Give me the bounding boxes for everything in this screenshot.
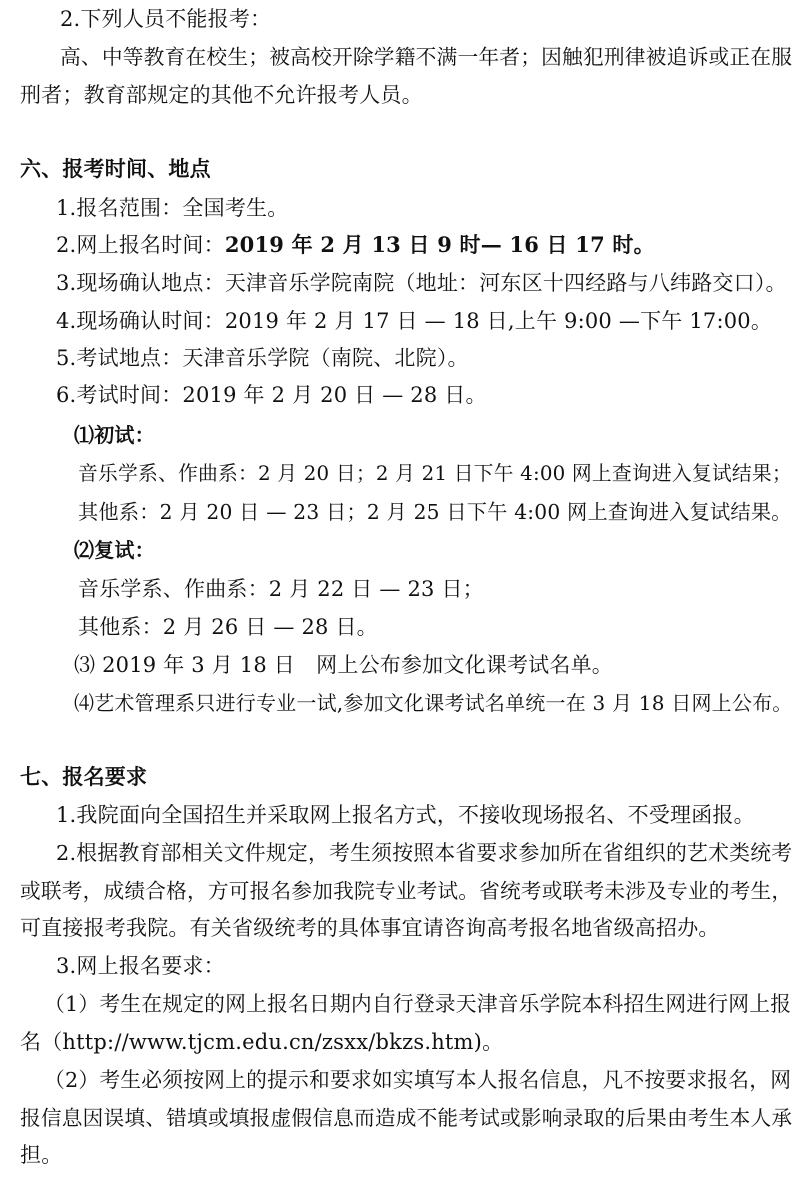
section-6-item-1: 1.报名范围：全国考生。 xyxy=(56,196,289,220)
eligibility-paragraph-line-1: 高、中等教育在校生；被高校开除学籍不满一年者；因触犯刑律被追诉或正在服 xyxy=(60,45,793,69)
art-management-note: ⑷艺术管理系只进行专业一试,参加文化课考试名单统一在 3 月 18 日网上公布。 xyxy=(74,691,793,715)
second-exam-title: ⑵复试： xyxy=(74,538,155,562)
section-6-item-4: 4.现场确认时间：2019 年 2 月 17 日 — 18 日,上午 9:00 —下午 17:00。 xyxy=(56,309,773,333)
section-6-item-2 xyxy=(56,230,655,260)
section-7-item-2-line-2: 或联考，成绩合格，方可报名参加我院专业考试。省统考或联考未涉及专业的考生， xyxy=(20,879,793,903)
section-6-item-2-label: 2.网上报名时间： xyxy=(56,233,225,257)
second-exam-line-2: 其他系：2 月 26 日 — 28 日。 xyxy=(78,615,378,639)
section-7-heading: 七、报名要求 xyxy=(20,765,148,789)
online-requirement-1-line-2: 名（http://www.tjcm.edu.cn/zsxx/bkzs.htm)。 xyxy=(20,1030,504,1054)
culture-exam-list-note: ⑶ 2019 年 3 月 18 日 网上公布参加文化课考试名单。 xyxy=(74,653,613,677)
section-7-item-3: 3.网上报名要求： xyxy=(56,954,225,978)
online-requirement-2-line-3: 担。 xyxy=(20,1143,63,1167)
section-6-heading: 六、报考时间、地点 xyxy=(20,157,211,181)
preliminary-exam-title: ⑴初试： xyxy=(74,423,155,447)
second-exam-line-1: 音乐学系、作曲系：2 月 22 日 — 23 日； xyxy=(78,577,484,601)
online-requirement-2-line-1: （2）考生必须按网上的提示和要求如实填写本人报名信息，凡不按要求报名，网 xyxy=(44,1068,792,1092)
section-7-item-1: 1.我院面向全国招生并采取网上报名方式，不接收现场报名、不受理函报。 xyxy=(56,803,755,827)
section-6-item-2-bold-value: 2019 年 2 月 13 日 9 时— 16 日 17 时。 xyxy=(224,232,655,257)
section-7-item-2-line-3: 可直接报考我院。有关省级统考的具体事宜请咨询高考报名地省级高招办。 xyxy=(20,916,720,940)
online-requirement-2-line-2: 报信息因误填、错填或填报虚假信息而造成不能考试或影响录取的后果由考生本人承 xyxy=(20,1106,793,1130)
online-requirement-1-line-1: （1）考生在规定的网上报名日期内自行登录天津音乐学院本科招生网进行网上报 xyxy=(44,992,792,1016)
section-7-item-2-line-1: 2.根据教育部相关文件规定，考生须按照本省要求参加所在省组织的艺术类统考 xyxy=(56,841,793,865)
eligibility-paragraph-line-2: 刑者；教育部规定的其他不允许报考人员。 xyxy=(20,83,423,107)
preliminary-exam-line-2: 其他系：2 月 20 日 — 23 日；2 月 25 日下午 4:00 网上查询进入复试结果。 xyxy=(78,500,792,524)
preliminary-exam-line-1: 音乐学系、作曲系：2 月 20 日；2 月 21 日下午 4:00 网上查询进入复试结果； xyxy=(78,462,792,485)
section-6-item-5: 5.考试地点：天津音乐学院（南院、北院）。 xyxy=(56,346,469,370)
section-6-item-3: 3.现场确认地点：天津音乐学院南院（地址：河东区十四经路与八纬路交口）。 xyxy=(56,271,787,295)
section-6-item-6: 6.考试时间：2019 年 2 月 20 日 — 28 日。 xyxy=(56,383,487,407)
eligibility-item-2: 2.下列人员不能报考： xyxy=(60,7,272,31)
